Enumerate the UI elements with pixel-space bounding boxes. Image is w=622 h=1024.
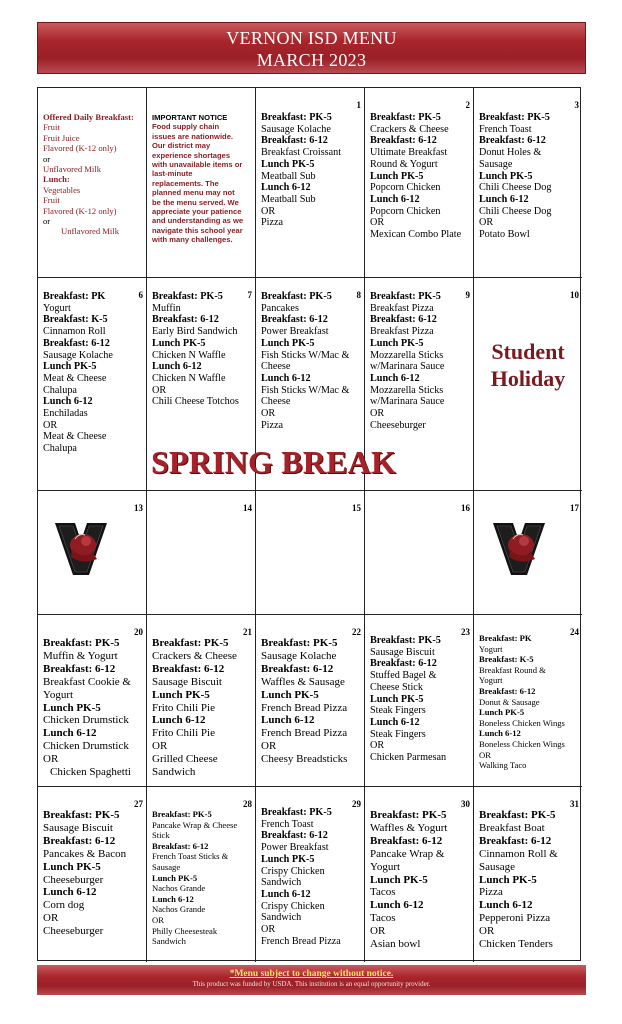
menu-line: Cheeseburger <box>43 873 104 886</box>
menu-line: Mozzarella Sticks <box>370 349 444 361</box>
menu-line: Lunch PK-5 <box>261 158 315 170</box>
vernon-lion-logo-icon <box>491 519 547 579</box>
menu-line: Meatball Sub <box>261 170 316 182</box>
menu-line: Lunch PK-5 <box>370 873 428 886</box>
day-number: 13 <box>134 503 143 513</box>
day-cell-10 <box>474 278 582 491</box>
day-cell-16 <box>365 491 474 615</box>
change-notice: *Menu subject to change without notice. <box>229 969 394 979</box>
student-holiday-label <box>474 338 582 392</box>
menu-line: Donut Holes & <box>479 147 542 159</box>
menu-line: Corn dog <box>43 899 85 912</box>
menu-line: OR <box>261 205 276 217</box>
day-number: 28 <box>243 799 252 809</box>
usda-disclaimer: This product was funded by USDA. This institution is an equal opportunity provider. <box>192 980 431 988</box>
day-cell-27 <box>38 787 147 962</box>
menu-line: Steak Fingers <box>370 705 426 717</box>
day-cell-30 <box>365 787 474 962</box>
menu-line: Lunch 6-12 <box>152 893 194 904</box>
day-cell-14 <box>147 491 256 615</box>
menu-line: French Bread Pizza <box>261 701 348 714</box>
day-number: 7 <box>247 290 252 300</box>
menu-line: Breakfast Boat <box>479 821 545 834</box>
menu-line: Lunch 6-12 <box>370 193 420 205</box>
menu-line: Lunch PK-5 <box>370 693 424 705</box>
menu-line: Chili Cheese Totchos <box>152 396 239 408</box>
menu-line: Breakfast: PK-5 <box>370 635 441 646</box>
menu-line: Chili Cheese Dog <box>479 182 552 194</box>
menu-line: Sausage <box>479 860 516 873</box>
menu-line: Meat & Cheese <box>43 372 107 384</box>
menu-line: Sausage Biscuit <box>370 646 435 658</box>
menu-line: Crispy Chicken <box>261 900 325 912</box>
menu-line: Breakfast: PK-5 <box>261 637 338 649</box>
menu-line: Chicken Spaghetti <box>50 766 131 779</box>
day-number: 8 <box>356 290 361 300</box>
menu-line: OR <box>261 408 276 420</box>
menu-line: Lunch 6-12 <box>43 886 97 899</box>
menu-line: Breakfast: PK <box>479 633 532 643</box>
menu-line: Cinnamon Roll & <box>479 847 558 860</box>
menu-line: Lunch PK-5 <box>261 688 319 701</box>
menu-line: Pizza <box>261 419 284 431</box>
menu-line: French Bread Pizza <box>261 935 341 947</box>
menu-line: Pepperoni Pizza <box>479 912 551 925</box>
notice-line: planned menu may not <box>152 188 235 198</box>
menu-title: VERNON ISD MENU <box>226 28 397 48</box>
day-number: 6 <box>138 290 143 300</box>
menu-line: Lunch PK-5 <box>479 170 533 182</box>
menu-line: OR <box>152 384 167 396</box>
day-cell-3 <box>474 88 582 278</box>
holiday-line: Student <box>491 339 565 364</box>
menu-line: Frito Chili Pie <box>152 727 215 740</box>
menu-line: Lunch 6-12 <box>370 716 420 728</box>
menu-line: Breakfast: K-5 <box>43 314 108 326</box>
menu-line: Lunch 6-12 <box>370 899 424 912</box>
menu-line: Lunch PK-5 <box>152 337 206 349</box>
day-number: 17 <box>570 503 579 513</box>
day-cell-22 <box>256 615 365 787</box>
menu-line: Pancakes <box>261 302 299 314</box>
notice-line: Our district may <box>152 141 211 151</box>
menu-line: Chili Cheese Dog <box>479 205 552 217</box>
menu-line: Cheese <box>261 361 291 373</box>
menu-line: Chicken Drumstick <box>43 714 129 727</box>
offered-line: or <box>43 153 51 164</box>
menu-line: Breakfast: 6-12 <box>152 662 225 675</box>
day-cell-29 <box>256 787 365 962</box>
menu-line: Breakfast: PK-5 <box>479 809 556 821</box>
menu-line: Yogurt <box>479 675 503 686</box>
offered-line: Fruit Juice <box>43 132 80 143</box>
menu-line: Muffin <box>152 302 181 314</box>
offered-daily-cell <box>38 88 147 278</box>
menu-line: OR <box>152 740 168 753</box>
menu-line: OR <box>261 924 276 936</box>
menu-line: Breakfast: PK-5 <box>152 809 212 819</box>
menu-line: Waffles & Yogurt <box>370 821 448 834</box>
menu-line: Breakfast: PK-5 <box>43 809 120 821</box>
day-number: 10 <box>570 290 579 300</box>
menu-line: Lunch 6-12 <box>43 727 97 740</box>
menu-line: Chicken Tenders <box>479 938 553 951</box>
notice-line: with unavailable items or <box>152 160 243 170</box>
menu-line: Stuffed Bagel & <box>370 670 437 682</box>
menu-line: Yogurt <box>479 643 503 654</box>
menu-line: Pizza <box>479 886 503 899</box>
day-cell-31 <box>474 787 582 962</box>
menu-line: Yogurt <box>43 302 71 314</box>
menu-line: Round & Yogurt <box>370 158 438 170</box>
menu-line: Breakfast: PK-5 <box>370 809 447 821</box>
menu-line: Breakfast: 6-12 <box>261 135 328 147</box>
menu-line: Yogurt <box>43 688 74 701</box>
day-number: 9 <box>465 290 470 300</box>
menu-line: Mexican Combo Plate <box>370 229 462 241</box>
day-number: 14 <box>243 503 252 513</box>
notice-line: issues are nationwide. <box>152 131 234 141</box>
menu-line: Meat & Cheese <box>43 431 107 443</box>
day-number: 2 <box>465 100 470 110</box>
day-number: 20 <box>134 627 143 637</box>
menu-line: Breakfast Pizza <box>370 326 434 338</box>
menu-line: Cheesy Breadsticks <box>261 753 348 766</box>
menu-line: Lunch 6-12 <box>479 193 529 205</box>
menu-line: Chalupa <box>43 443 77 455</box>
menu-line: OR <box>370 925 386 938</box>
menu-line: Stick <box>152 830 170 841</box>
offered-line: or <box>43 216 51 227</box>
menu-line: Breakfast Pizza <box>370 302 434 314</box>
menu-line: OR <box>370 740 385 752</box>
notice-line: be the menu served. We <box>152 197 239 207</box>
menu-line: French Toast Sticks & <box>152 851 229 862</box>
menu-line: Lunch 6-12 <box>479 728 521 739</box>
menu-line: Breakfast Round & <box>479 664 546 675</box>
menu-line: Breakfast: PK <box>43 291 106 302</box>
menu-header-banner <box>37 22 586 74</box>
day-cell-2 <box>365 88 474 278</box>
menu-line: Cheese <box>261 396 291 408</box>
vernon-lion-logo-icon <box>53 519 109 579</box>
notice-line: and understanding as we <box>152 216 244 226</box>
menu-line: OR <box>370 217 385 229</box>
day-number: 29 <box>352 799 361 809</box>
menu-line: OR <box>370 408 385 420</box>
day-number: 27 <box>134 799 143 809</box>
notice-line: last-minute <box>152 169 193 179</box>
menu-line: Mozzarella Sticks <box>370 384 444 396</box>
menu-line: Walking Taco <box>479 760 527 771</box>
menu-line: Breakfast Croissant <box>261 147 342 159</box>
day-number: 3 <box>574 100 579 110</box>
menu-line: Donut & Sausage <box>479 696 540 707</box>
menu-line: Enchiladas <box>43 408 88 420</box>
menu-line: Breakfast: 6-12 <box>261 314 328 326</box>
menu-line: Breakfast: PK-5 <box>479 112 550 123</box>
menu-line: Sausage Kolache <box>261 649 337 662</box>
offered-line: Fruit <box>43 122 60 133</box>
menu-line: French Toast <box>479 123 532 135</box>
menu-line: Fish Sticks W/Mac & <box>261 349 350 361</box>
menu-line: Breakfast: 6-12 <box>479 685 536 696</box>
offered-line: Unflavored Milk <box>61 226 119 237</box>
menu-line: Breakfast: 6-12 <box>370 135 437 147</box>
menu-line: Grilled Cheese <box>152 753 218 766</box>
offered-line: Vegetables <box>43 184 81 195</box>
notice-line: replacements. The <box>152 178 219 188</box>
menu-line: OR <box>479 925 495 938</box>
menu-line: Lunch PK-5 <box>152 688 210 701</box>
notice-line: Food supply chain <box>152 122 220 132</box>
offered-line: Flavored (K-12 only) <box>43 143 117 154</box>
menu-line: Breakfast: 6-12 <box>43 337 110 349</box>
menu-line: Breakfast: 6-12 <box>370 658 437 670</box>
menu-line: OR <box>43 753 59 766</box>
menu-line: Lunch PK-5 <box>43 860 101 873</box>
menu-line: Breakfast: PK-5 <box>370 112 441 123</box>
menu-line: Breakfast Cookie & <box>43 675 131 688</box>
day-number: 30 <box>461 799 470 809</box>
menu-line: OR <box>479 749 491 760</box>
menu-line: Sausage Biscuit <box>152 675 222 688</box>
menu-line: Philly Cheesesteak <box>152 925 218 936</box>
menu-line: Cinnamon Roll <box>43 326 106 338</box>
menu-line: Pancake Wrap & <box>370 847 445 860</box>
menu-line: Lunch 6-12 <box>261 714 315 727</box>
menu-line: Lunch 6-12 <box>370 372 420 384</box>
day-number: 31 <box>570 799 579 809</box>
day-number: 15 <box>352 503 361 513</box>
menu-line: Breakfast: 6-12 <box>370 834 443 847</box>
menu-line: Cheeseburger <box>370 419 426 431</box>
menu-line: w/Marinara Sauce <box>370 396 445 408</box>
menu-line: Breakfast: 6-12 <box>43 662 116 675</box>
notice-line: experience shortages <box>152 150 231 160</box>
day-number: 21 <box>243 627 252 637</box>
menu-line: Sandwich <box>152 936 186 947</box>
menu-line: Breakfast: PK-5 <box>261 112 332 123</box>
menu-line: Lunch PK-5 <box>43 701 101 714</box>
menu-line: Chicken N Waffle <box>152 372 226 384</box>
menu-line: Steak Fingers <box>370 728 426 740</box>
menu-line: Nachos Grande <box>152 883 206 894</box>
menu-line: Lunch PK-5 <box>370 170 424 182</box>
notice-title: IMPORTANT NOTICE <box>152 113 228 122</box>
menu-line: Tacos <box>370 912 396 925</box>
menu-line: Lunch PK-5 <box>261 337 315 349</box>
offered-line: Unflavored Milk <box>43 164 101 175</box>
menu-line: Breakfast: 6-12 <box>261 830 328 842</box>
menu-footer-banner <box>37 965 586 995</box>
menu-line: OR <box>43 912 59 925</box>
offered-line: Flavored (K-12 only) <box>43 205 117 216</box>
menu-line: Breakfast: 6-12 <box>370 314 437 326</box>
menu-line: Lunch PK-5 <box>479 873 537 886</box>
spring-break-label: SPRING BREAK <box>150 444 397 480</box>
menu-line: Breakfast: 6-12 <box>479 135 546 147</box>
menu-line: Breakfast: 6-12 <box>152 840 209 851</box>
menu-line: Lunch 6-12 <box>261 182 311 194</box>
menu-line: Chicken Drumstick <box>43 740 129 753</box>
menu-line: w/Marinara Sauce <box>370 361 445 373</box>
notice-line: with many challenges. <box>152 235 233 245</box>
day-number: 23 <box>461 627 470 637</box>
menu-line: Crackers & Cheese <box>152 649 237 662</box>
menu-line: Fish Sticks W/Mac & <box>261 384 350 396</box>
day-cell-1 <box>256 88 365 278</box>
notice-line: appreciate your patience <box>152 207 242 217</box>
menu-line: Crackers & Cheese <box>370 123 449 135</box>
menu-line: Breakfast: 6-12 <box>479 834 552 847</box>
menu-line: Breakfast: 6-12 <box>261 662 334 675</box>
menu-line: Lunch 6-12 <box>261 372 311 384</box>
menu-line: Pizza <box>261 217 284 229</box>
menu-line: Crispy Chicken <box>261 865 325 877</box>
menu-line: Frito Chili Pie <box>152 701 215 714</box>
day-number: 24 <box>570 627 579 637</box>
menu-line: Breakfast: PK-5 <box>261 807 332 818</box>
menu-line: French Toast <box>261 818 314 830</box>
day-cell-21 <box>147 615 256 787</box>
notice-line: navigate this school year <box>152 225 243 235</box>
menu-line: Lunch PK-5 <box>479 707 525 718</box>
menu-line: Meatball Sub <box>261 193 316 205</box>
menu-line: Sandwich <box>261 912 302 924</box>
menu-line: Popcorn Chicken <box>370 205 441 217</box>
menu-line: Sausage Kolache <box>43 349 113 361</box>
menu-line: Sausage Biscuit <box>43 821 113 834</box>
menu-line: Sandwich <box>152 766 196 779</box>
menu-line: Breakfast: PK-5 <box>261 291 332 302</box>
menu-line: Boneless Chicken Wings <box>479 738 565 749</box>
menu-line: Breakfast: K-5 <box>479 654 534 665</box>
menu-line: Lunch 6-12 <box>479 899 533 912</box>
offered-line: Lunch: <box>43 174 70 185</box>
menu-line: Potato Bowl <box>479 229 530 241</box>
menu-line: OR <box>152 914 164 925</box>
offered-line: Offered Daily Breakfast: <box>43 112 134 122</box>
menu-line: Sausage <box>152 861 181 872</box>
day-number: 1 <box>356 100 361 110</box>
menu-line: Breakfast: PK-5 <box>43 637 120 649</box>
menu-line: Asian bowl <box>370 938 421 951</box>
menu-line: Lunch 6-12 <box>152 361 202 373</box>
menu-line: Pancakes & Bacon <box>43 847 127 860</box>
menu-line: Lunch 6-12 <box>152 714 206 727</box>
day-cell-24 <box>474 615 582 787</box>
menu-line: Lunch 6-12 <box>261 888 311 900</box>
menu-line: Lunch PK-5 <box>370 337 424 349</box>
menu-line: Power Breakfast <box>261 326 329 338</box>
offered-line: Fruit <box>43 195 60 206</box>
menu-line: Breakfast: PK-5 <box>152 637 229 649</box>
menu-line: Breakfast: PK-5 <box>152 291 223 302</box>
menu-line: OR <box>43 419 58 431</box>
menu-line: Cheese Stick <box>370 681 423 693</box>
menu-line: Early Bird Sandwich <box>152 326 238 338</box>
menu-line: Sausage Kolache <box>261 123 331 135</box>
menu-line: Cheeseburger <box>43 925 104 938</box>
menu-line: Breakfast: 6-12 <box>152 314 219 326</box>
day-cell-28 <box>147 787 256 962</box>
menu-line: Pancake Wrap & Cheese <box>152 819 238 830</box>
day-cell-23 <box>365 615 474 787</box>
menu-line: Popcorn Chicken <box>370 182 441 194</box>
menu-line: Breakfast: PK-5 <box>370 291 441 302</box>
menu-line: Sausage <box>479 158 513 170</box>
menu-line: Yogurt <box>370 860 401 873</box>
day-number: 16 <box>461 503 470 513</box>
menu-line: Power Breakfast <box>261 842 329 854</box>
menu-line: Lunch PK-5 <box>152 872 198 883</box>
menu-line: Tacos <box>370 886 396 899</box>
important-notice-cell <box>147 88 256 278</box>
menu-line: Lunch PK-5 <box>261 853 315 865</box>
menu-line: Breakfast: 6-12 <box>43 834 116 847</box>
day-cell-20 <box>38 615 147 787</box>
menu-month: MARCH 2023 <box>256 50 367 70</box>
menu-line: Lunch PK-5 <box>43 361 97 373</box>
menu-line: Nachos Grande <box>152 904 206 915</box>
menu-line: Chicken Parmesan <box>370 752 447 764</box>
menu-line: Boneless Chicken Wings <box>479 717 565 728</box>
day-cell-15 <box>256 491 365 615</box>
holiday-line: Holiday <box>490 366 566 391</box>
menu-line: Sandwich <box>261 877 302 889</box>
menu-line: French Bread Pizza <box>261 727 348 740</box>
menu-line: Lunch 6-12 <box>43 396 93 408</box>
menu-line: Ultimate Breakfast <box>370 147 448 159</box>
menu-line: Chicken N Waffle <box>152 349 226 361</box>
day-number: 22 <box>352 627 361 637</box>
menu-line: Waffles & Sausage <box>261 675 345 688</box>
menu-line: OR <box>479 217 494 229</box>
menu-line: Chalupa <box>43 384 77 396</box>
menu-line: OR <box>261 740 277 753</box>
menu-line: Muffin & Yogurt <box>43 649 118 662</box>
